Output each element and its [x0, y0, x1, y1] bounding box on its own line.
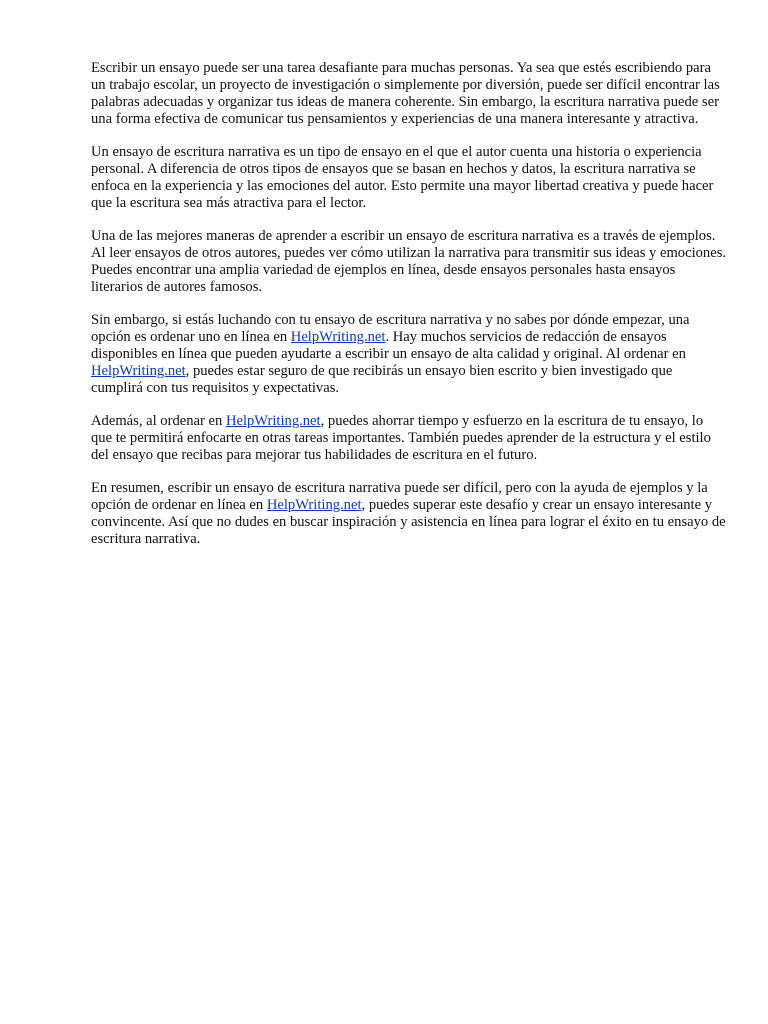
paragraph-text: , puedes superar este desafío y crear un ensayo interesante y convincente. Así que no dudes en buscar inspiración y asistencia en línea para lograr el éxito en tu ensayo de escritura narrativa. [91, 497, 726, 547]
paragraph-summary [91, 480, 727, 548]
paragraph-benefits [91, 413, 727, 464]
paragraph-text: Además, al ordenar en [91, 413, 226, 429]
paragraph-examples: Una de las mejores maneras de aprender a escribir un ensayo de escritura narrativa es a través de ejemplos. Al leer ensayos de otros autores, puedes ver cómo utilizan la narrativa para transmitir sus ideas y emociones. Puedes encontrar una amplia variedad de ejemplos en línea, desde ensayos personales hasta ensayos literarios de autores famosos. [91, 228, 727, 295]
paragraph-text: , puedes ahorrar tiempo y esfuerzo en la escritura de tu ensayo, lo que te permitirá enfocarte en otras tareas importantes. También puedes aprender de la estructura y el estilo del ensayo que recibas para mejorar tus habilidades de escritura en el futuro. [91, 413, 711, 463]
paragraph-intro: Escribir un ensayo puede ser una tarea desafiante para muchas personas. Ya sea que estés escribiendo para un trabajo escolar, un proyecto de investigación o simplemente por diversión, puede ser difícil encontrar las palabras adecuadas y organizar tus ideas de manera coherente. Sin embargo, la escritura narrativa puede ser una forma efectiva de comunicar tus pensamientos y experiencias de una manera interesante y atractiva. [91, 60, 720, 127]
helpwriting-link[interactable]: HelpWriting.net [91, 363, 186, 379]
helpwriting-link[interactable]: HelpWriting.net [290, 329, 386, 345]
document-page [91, 60, 727, 564]
paragraph-definition: Un ensayo de escritura narrativa es un tipo de ensayo en el que el autor cuenta una historia o experiencia personal. A diferencia de otros tipos de ensayos que se basan en hechos y datos, la escritura narrativa se enfoca en la experiencia y las emociones del autor. Esto permite una mayor libertad creativa y puede hacer que la escritura sea más atractiva para el lector. [91, 144, 714, 211]
paragraph-text: En resumen, escribir un ensayo de escritura narrativa puede ser difícil, pero con la ayuda de ejemplos y la opción de ordenar en línea en [91, 480, 708, 513]
helpwriting-link[interactable]: HelpWriting.net [225, 413, 321, 429]
helpwriting-link[interactable]: HelpWriting.net [266, 497, 362, 513]
paragraph-ordering [91, 312, 727, 397]
paragraph-text: , puedes estar seguro de que recibirás un ensayo bien escrito y bien investigado que cumplirá con tus requisitos y expectativas. [91, 363, 673, 396]
paragraph-text: . Hay muchos servicios de redacción de ensayos disponibles en línea que pueden ayudarte a escribir un ensayo de alta calidad y original. Al ordenar en [91, 329, 686, 362]
paragraph-text: Sin embargo, si estás luchando con tu ensayo de escritura narrativa y no sabes por dónde empezar, una opción es ordenar uno en línea en [91, 312, 690, 345]
